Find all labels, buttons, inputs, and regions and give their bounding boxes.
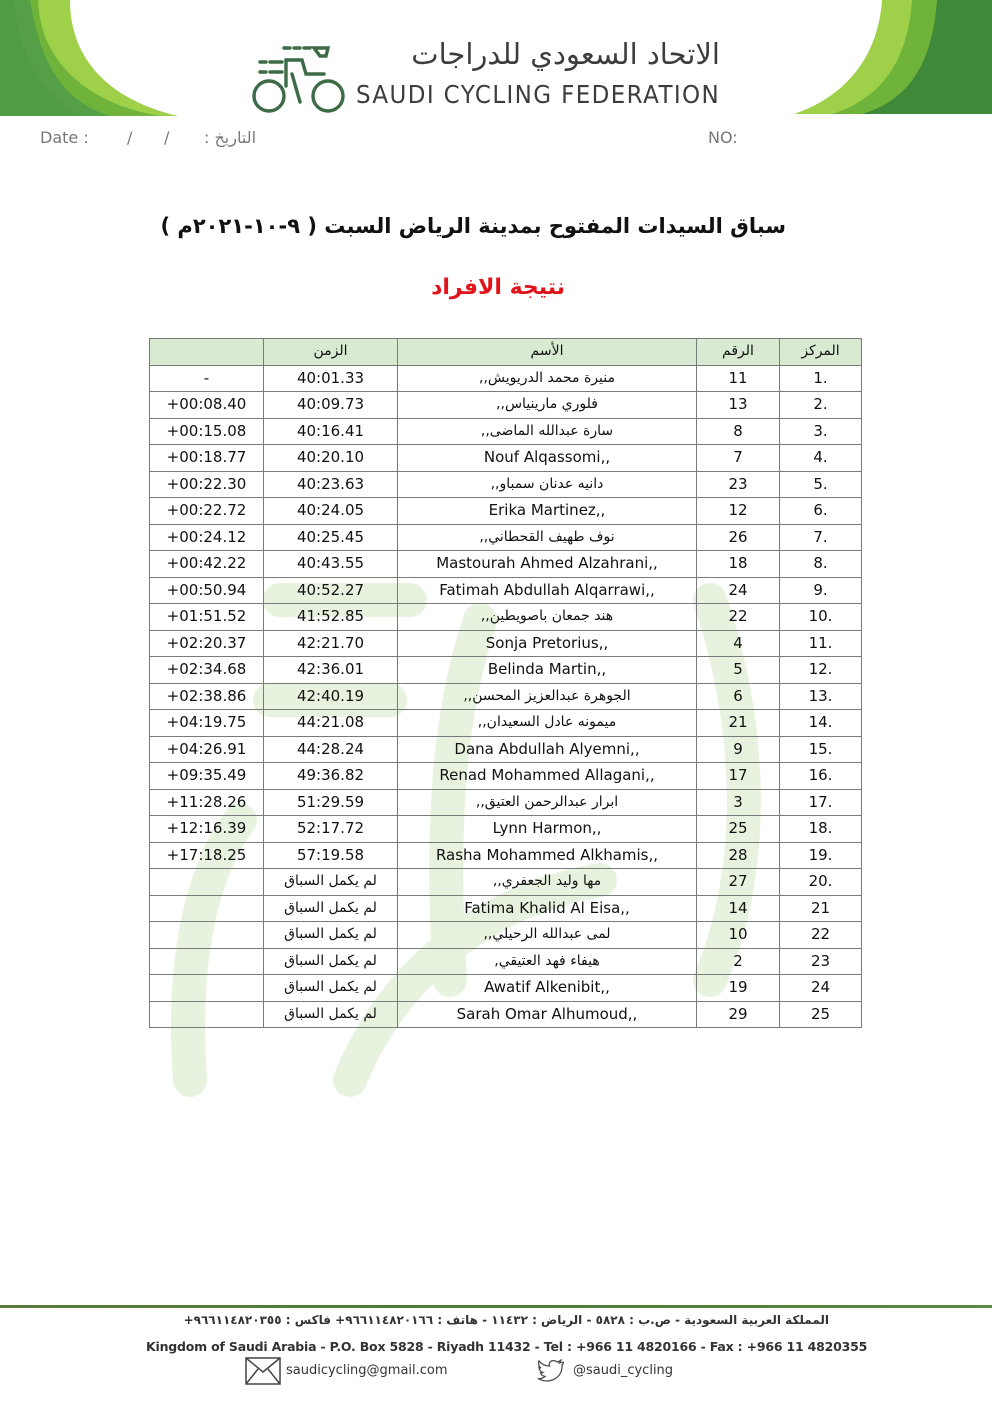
table-row bbox=[150, 577, 862, 604]
cell-name: Sonja Pretorius,, bbox=[398, 630, 697, 657]
column-header-position: المركز bbox=[780, 339, 862, 366]
document-number-label: NO: bbox=[708, 128, 738, 147]
cell-name: هند جمعان باصويطين,, bbox=[398, 604, 697, 631]
cell-position: 24 bbox=[780, 975, 862, 1002]
cell-gap: +17:18.25 bbox=[150, 842, 264, 869]
cell-gap: +00:22.30 bbox=[150, 471, 264, 498]
cell-time: لم يكمل السباق bbox=[264, 1001, 398, 1028]
table-row bbox=[150, 710, 862, 737]
cell-gap: +00:50.94 bbox=[150, 577, 264, 604]
table-row bbox=[150, 736, 862, 763]
cell-gap: +02:20.37 bbox=[150, 630, 264, 657]
cell-number: 11 bbox=[697, 365, 780, 392]
cell-time: 40:01.33 bbox=[264, 365, 398, 392]
cell-gap: +00:15.08 bbox=[150, 418, 264, 445]
cell-name: نوف طهيف القحطاني,, bbox=[398, 524, 697, 551]
cell-time: 40:16.41 bbox=[264, 418, 398, 445]
cyclist-logo-icon bbox=[252, 40, 348, 116]
cell-time: 42:36.01 bbox=[264, 657, 398, 684]
cell-name: Dana Abdullah Alyemni,, bbox=[398, 736, 697, 763]
cell-position: 20. bbox=[780, 869, 862, 896]
page-title: سباق السيدات المفتوح بمدينة الرياض السبت ( ٩-١٠-٢٠٢١م ) bbox=[160, 214, 786, 238]
table-row bbox=[150, 816, 862, 843]
cell-gap bbox=[150, 948, 264, 975]
table-row bbox=[150, 551, 862, 578]
cell-number: 9 bbox=[697, 736, 780, 763]
cell-position: 11. bbox=[780, 630, 862, 657]
cell-position: 10. bbox=[780, 604, 862, 631]
cell-time: 44:28.24 bbox=[264, 736, 398, 763]
table-row bbox=[150, 365, 862, 392]
cell-name: فلوري مارينياس,, bbox=[398, 392, 697, 419]
column-header-time: الزمن bbox=[264, 339, 398, 366]
cell-time: لم يكمل السباق bbox=[264, 869, 398, 896]
cell-gap: +01:51.52 bbox=[150, 604, 264, 631]
cell-name: دانيه عدنان سمباو,, bbox=[398, 471, 697, 498]
cell-gap: +00:42.22 bbox=[150, 551, 264, 578]
date-separator: / bbox=[127, 128, 133, 147]
cell-position: 16. bbox=[780, 763, 862, 790]
column-header-number: الرقم bbox=[697, 339, 780, 366]
cell-number: 18 bbox=[697, 551, 780, 578]
cell-time: 57:19.58 bbox=[264, 842, 398, 869]
cell-number: 8 bbox=[697, 418, 780, 445]
column-header-name: الأسم bbox=[398, 339, 697, 366]
cell-position: 9. bbox=[780, 577, 862, 604]
twitter-bird-icon bbox=[537, 1358, 565, 1384]
page-subtitle: نتيجة الافراد bbox=[431, 275, 565, 300]
cell-position: 22 bbox=[780, 922, 862, 949]
cell-time: 41:52.85 bbox=[264, 604, 398, 631]
cell-name: الجوهرة عبدالعزيز المحسن,, bbox=[398, 683, 697, 710]
cell-position: 7. bbox=[780, 524, 862, 551]
cell-time: لم يكمل السباق bbox=[264, 975, 398, 1002]
cell-number: 4 bbox=[697, 630, 780, 657]
cell-position: 14. bbox=[780, 710, 862, 737]
cell-name: ابرار عبدالرحمن العتيق,, bbox=[398, 789, 697, 816]
cell-time: 42:21.70 bbox=[264, 630, 398, 657]
date-label: Date : bbox=[40, 128, 89, 147]
table-row bbox=[150, 763, 862, 790]
cell-name: Belinda Martin,, bbox=[398, 657, 697, 684]
column-header-gap bbox=[150, 339, 264, 366]
cell-name: Fatimah Abdullah Alqarrawi,, bbox=[398, 577, 697, 604]
cell-position: 13. bbox=[780, 683, 862, 710]
cell-time: 40:24.05 bbox=[264, 498, 398, 525]
table-row bbox=[150, 445, 862, 472]
cell-position: 5. bbox=[780, 471, 862, 498]
cell-number: 3 bbox=[697, 789, 780, 816]
cell-time: 42:40.19 bbox=[264, 683, 398, 710]
cell-gap: +09:35.49 bbox=[150, 763, 264, 790]
cell-name: هيفاء فهد العتيقي, bbox=[398, 948, 697, 975]
table-header-row bbox=[150, 339, 862, 366]
cell-gap: - bbox=[150, 365, 264, 392]
cell-name: Lynn Harmon,, bbox=[398, 816, 697, 843]
brand-name-arabic: الاتحاد السعودي للدراجات bbox=[411, 37, 720, 71]
table-row bbox=[150, 471, 862, 498]
table-row bbox=[150, 975, 862, 1002]
cell-number: 22 bbox=[697, 604, 780, 631]
cell-position: 15. bbox=[780, 736, 862, 763]
cell-name: لمى عبدالله الرحيلي,, bbox=[398, 922, 697, 949]
cell-position: 3. bbox=[780, 418, 862, 445]
cell-position: 1. bbox=[780, 365, 862, 392]
cell-position: 2. bbox=[780, 392, 862, 419]
cell-gap: +00:08.40 bbox=[150, 392, 264, 419]
cell-name: Renad Mohammed Allagani,, bbox=[398, 763, 697, 790]
cell-gap bbox=[150, 975, 264, 1002]
header-right-wave bbox=[782, 0, 992, 118]
footer-divider bbox=[0, 1305, 992, 1308]
cell-name: منيرة محمد الدريويش,, bbox=[398, 365, 697, 392]
table-row bbox=[150, 1001, 862, 1028]
cell-number: 24 bbox=[697, 577, 780, 604]
footer-address-arabic: المملكة العربية السعودية - ص.ب : ٥٨٢٨ - الرياض : ١١٤٣٢ - هاتف : ٩٦٦١١٤٨٢٠١٦٦+ فاكس : ٩٦٦١١٤٨٢٠٣٥٥+ bbox=[183, 1313, 829, 1327]
date-separator: / bbox=[164, 128, 170, 147]
cell-number: 10 bbox=[697, 922, 780, 949]
cell-time: 40:20.10 bbox=[264, 445, 398, 472]
table-row bbox=[150, 657, 862, 684]
cell-number: 6 bbox=[697, 683, 780, 710]
table-row bbox=[150, 524, 862, 551]
cell-name: سارة عبدالله الماضى,, bbox=[398, 418, 697, 445]
table-row bbox=[150, 683, 862, 710]
cell-number: 21 bbox=[697, 710, 780, 737]
cell-time: 40:23.63 bbox=[264, 471, 398, 498]
cell-position: 17. bbox=[780, 789, 862, 816]
table-row bbox=[150, 948, 862, 975]
cell-number: 5 bbox=[697, 657, 780, 684]
cell-time: لم يكمل السباق bbox=[264, 922, 398, 949]
cell-gap: +02:34.68 bbox=[150, 657, 264, 684]
cell-name: Awatif Alkenibit,, bbox=[398, 975, 697, 1002]
cell-name: Erika Martinez,, bbox=[398, 498, 697, 525]
cell-time: لم يكمل السباق bbox=[264, 948, 398, 975]
cell-number: 7 bbox=[697, 445, 780, 472]
cell-gap bbox=[150, 1001, 264, 1028]
table-row bbox=[150, 895, 862, 922]
cell-position: 6. bbox=[780, 498, 862, 525]
cell-name: Mastourah Ahmed Alzahrani,, bbox=[398, 551, 697, 578]
cell-name: مها وليد الجعفري,, bbox=[398, 869, 697, 896]
cell-number: 2 bbox=[697, 948, 780, 975]
cell-gap: +04:19.75 bbox=[150, 710, 264, 737]
cell-gap bbox=[150, 922, 264, 949]
footer-twitter-handle[interactable]: @saudi_cycling bbox=[573, 1363, 674, 1378]
footer-email[interactable]: saudicycling@gmail.com bbox=[286, 1363, 448, 1378]
cell-number: 23 bbox=[697, 471, 780, 498]
cell-position: 12. bbox=[780, 657, 862, 684]
cell-name: Sarah Omar Alhumoud,, bbox=[398, 1001, 697, 1028]
cell-gap: +02:38.86 bbox=[150, 683, 264, 710]
cell-time: لم يكمل السباق bbox=[264, 895, 398, 922]
cell-gap bbox=[150, 869, 264, 896]
cell-position: 4. bbox=[780, 445, 862, 472]
cell-time: 40:52.27 bbox=[264, 577, 398, 604]
cell-gap: +00:18.77 bbox=[150, 445, 264, 472]
envelope-icon bbox=[245, 1357, 281, 1385]
cell-number: 13 bbox=[697, 392, 780, 419]
table-row bbox=[150, 922, 862, 949]
cell-name: Fatima Khalid Al Eisa,, bbox=[398, 895, 697, 922]
cell-position: 19. bbox=[780, 842, 862, 869]
table-row bbox=[150, 869, 862, 896]
cell-time: 44:21.08 bbox=[264, 710, 398, 737]
table-row bbox=[150, 392, 862, 419]
results-table bbox=[149, 338, 862, 1028]
cell-number: 17 bbox=[697, 763, 780, 790]
cell-name: Rasha Mohammed Alkhamis,, bbox=[398, 842, 697, 869]
table-row bbox=[150, 789, 862, 816]
cell-time: 40:09.73 bbox=[264, 392, 398, 419]
cell-gap: +12:16.39 bbox=[150, 816, 264, 843]
cell-time: 49:36.82 bbox=[264, 763, 398, 790]
header-left-wave bbox=[0, 0, 190, 118]
cell-gap: +04:26.91 bbox=[150, 736, 264, 763]
cell-position: 21 bbox=[780, 895, 862, 922]
cell-gap: +00:22.72 bbox=[150, 498, 264, 525]
table-row bbox=[150, 498, 862, 525]
cell-time: 51:29.59 bbox=[264, 789, 398, 816]
cell-number: 27 bbox=[697, 869, 780, 896]
cell-number: 25 bbox=[697, 816, 780, 843]
cell-number: 26 bbox=[697, 524, 780, 551]
cell-time: 40:25.45 bbox=[264, 524, 398, 551]
table-row bbox=[150, 842, 862, 869]
cell-name: ميمونه عادل السعيدان,, bbox=[398, 710, 697, 737]
cell-position: 23 bbox=[780, 948, 862, 975]
cell-position: 18. bbox=[780, 816, 862, 843]
cell-gap: +11:28.26 bbox=[150, 789, 264, 816]
cell-position: 25 bbox=[780, 1001, 862, 1028]
footer-address-english: Kingdom of Saudi Arabia - P.O. Box 5828 - Riyadh 11432 - Tel : +966 11 4820166 - Fax : +966 11 4820355 bbox=[146, 1339, 868, 1354]
cell-name: Nouf Alqassomi,, bbox=[398, 445, 697, 472]
cell-gap: +00:24.12 bbox=[150, 524, 264, 551]
cell-number: 12 bbox=[697, 498, 780, 525]
cell-number: 14 bbox=[697, 895, 780, 922]
table-row bbox=[150, 418, 862, 445]
cell-time: 40:43.55 bbox=[264, 551, 398, 578]
table-row bbox=[150, 604, 862, 631]
cell-number: 19 bbox=[697, 975, 780, 1002]
cell-number: 28 bbox=[697, 842, 780, 869]
cell-position: 8. bbox=[780, 551, 862, 578]
brand-name-english: SAUDI CYCLING FEDERATION bbox=[356, 80, 721, 109]
cell-number: 29 bbox=[697, 1001, 780, 1028]
cell-gap bbox=[150, 895, 264, 922]
cell-time: 52:17.72 bbox=[264, 816, 398, 843]
date-label-arabic: التاريخ : bbox=[204, 128, 257, 147]
table-row bbox=[150, 630, 862, 657]
